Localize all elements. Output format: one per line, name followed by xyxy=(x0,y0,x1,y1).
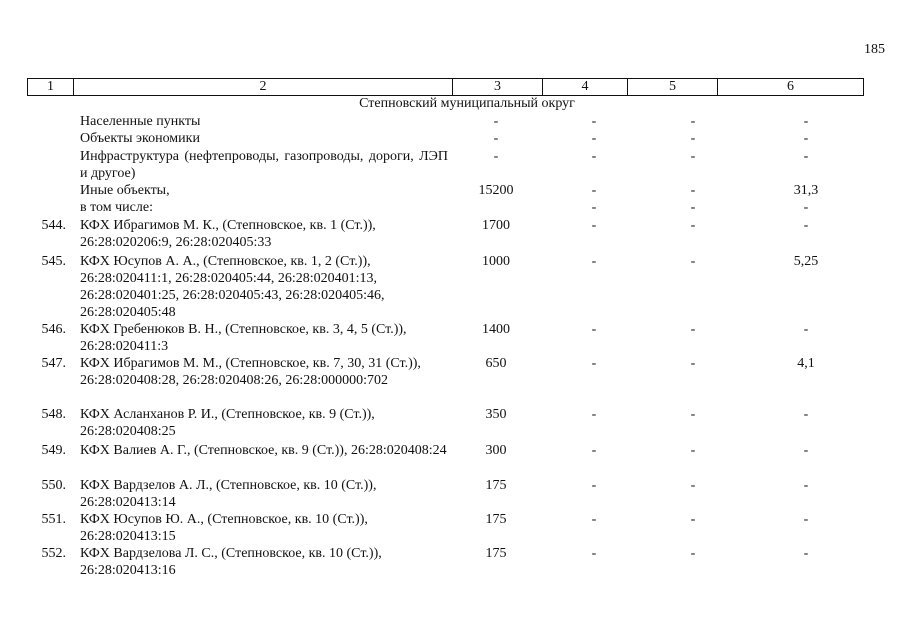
cell-col3: - xyxy=(493,114,499,129)
cell-col4: - xyxy=(591,114,597,129)
row-name: КФХ Вардзелова Л. С., (Степновское, кв. 10 (Ст.)), 26:28:020413:16 xyxy=(80,546,382,578)
cell-col6: - xyxy=(803,478,809,493)
cell-col6: - xyxy=(803,546,809,561)
cell-col4: - xyxy=(591,443,597,458)
row-number: 550. xyxy=(41,478,66,493)
row-number: 548. xyxy=(41,407,66,422)
column-header-table xyxy=(27,78,864,96)
row-number: 544. xyxy=(41,218,66,233)
column-header-4: 4 xyxy=(543,79,628,96)
cell-col5: - xyxy=(690,149,696,164)
row-name: КФХ Ибрагимов М. М., (Степновское, кв. 7, 30, 31 (Ст.)), 26:28:020408:28, 26:28:020408:26, 26:28:000000:702 xyxy=(80,356,421,388)
row-name: Объекты экономики xyxy=(80,131,200,146)
cell-col4: - xyxy=(591,200,597,215)
cell-col3: 1700 xyxy=(482,218,510,233)
cell-col5: - xyxy=(690,443,696,458)
column-header-5: 5 xyxy=(628,79,718,96)
cell-col5: - xyxy=(690,114,696,129)
row-name: Инфраструктура (нефтепроводы, газопроводы, дороги, ЛЭП и другое) xyxy=(80,149,448,181)
column-header-3: 3 xyxy=(453,79,543,96)
cell-col3: 175 xyxy=(485,478,507,493)
column-header-row xyxy=(28,79,864,96)
row-name: в том числе: xyxy=(80,200,153,215)
cell-col6: - xyxy=(803,200,809,215)
page-number: 185 xyxy=(864,42,885,57)
row-name: Населенные пункты xyxy=(80,114,201,129)
row-number: 552. xyxy=(41,546,66,561)
cell-col4: - xyxy=(591,183,597,198)
cell-col3: 1400 xyxy=(482,322,510,337)
row-name: КФХ Ибрагимов М. К., (Степновское, кв. 1 (Ст.)), 26:28:020206:9, 26:28:020405:33 xyxy=(80,218,376,250)
cell-col6: - xyxy=(803,114,809,129)
cell-col5: - xyxy=(690,322,696,337)
row-name: КФХ Валиев А. Г., (Степновское, кв. 9 (Ст.)), 26:28:020408:24 xyxy=(80,443,447,458)
cell-col4: - xyxy=(591,149,597,164)
row-number: 551. xyxy=(41,512,66,527)
cell-col4: - xyxy=(591,254,597,269)
cell-col6: - xyxy=(803,443,809,458)
cell-col6: - xyxy=(803,322,809,337)
cell-col5: - xyxy=(690,512,696,527)
cell-col3: 650 xyxy=(485,356,507,371)
cell-col5: - xyxy=(690,254,696,269)
cell-col4: - xyxy=(591,218,597,233)
cell-col5: - xyxy=(690,200,696,215)
cell-col5: - xyxy=(690,131,696,146)
cell-col6: - xyxy=(803,131,809,146)
cell-col3: 15200 xyxy=(478,183,514,198)
cell-col4: - xyxy=(591,407,597,422)
cell-col6: - xyxy=(803,218,809,233)
cell-col4: - xyxy=(591,512,597,527)
row-name: КФХ Гребенюков В. Н., (Степновское, кв. 3, 4, 5 (Ст.)), 26:28:020411:3 xyxy=(80,322,407,354)
cell-col3: - xyxy=(493,131,499,146)
cell-col3: 175 xyxy=(485,512,507,527)
cell-col6: 4,1 xyxy=(797,356,815,371)
cell-col3: 1000 xyxy=(482,254,510,269)
row-name: КФХ Вардзелов А. Л., (Степновское, кв. 10 (Ст.)), 26:28:020413:14 xyxy=(80,478,377,510)
cell-col5: - xyxy=(690,546,696,561)
cell-col4: - xyxy=(591,546,597,561)
cell-col5: - xyxy=(690,218,696,233)
cell-col5: - xyxy=(690,356,696,371)
cell-col3: - xyxy=(493,149,499,164)
row-name: Иные объекты, xyxy=(80,183,170,198)
cell-col4: - xyxy=(591,356,597,371)
row-number: 549. xyxy=(41,443,66,458)
cell-col5: - xyxy=(690,407,696,422)
row-number: 546. xyxy=(41,322,66,337)
cell-col3: 350 xyxy=(485,407,507,422)
column-header-6: 6 xyxy=(718,79,864,96)
cell-col6: 31,3 xyxy=(793,183,819,198)
cell-col6: - xyxy=(803,149,809,164)
cell-col4: - xyxy=(591,478,597,493)
cell-col5: - xyxy=(690,478,696,493)
column-header-1: 1 xyxy=(28,79,74,96)
cell-col4: - xyxy=(591,322,597,337)
section-title: Степновский муниципальный округ xyxy=(359,96,575,111)
cell-col3: 175 xyxy=(485,546,507,561)
cell-col6: - xyxy=(803,512,809,527)
row-number: 547. xyxy=(41,356,66,371)
cell-col6: 5,25 xyxy=(793,254,819,269)
cell-col6: - xyxy=(803,407,809,422)
row-name: КФХ Юсупов А. А., (Степновское, кв. 1, 2 (Ст.)), 26:28:020411:1, 26:28:020405:44, 26:28:020401:13, 26:28:020401:25, 26:28:020405:43, 26:28:020405:46, 26:28:020405:48 xyxy=(80,254,385,320)
cell-col5: - xyxy=(690,183,696,198)
row-name: КФХ Юсупов Ю. А., (Степновское, кв. 10 (Ст.)), 26:28:020413:15 xyxy=(80,512,368,544)
cell-col3: 300 xyxy=(485,443,507,458)
row-number: 545. xyxy=(41,254,66,269)
column-header-2: 2 xyxy=(74,79,453,96)
cell-col4: - xyxy=(591,131,597,146)
row-name: КФХ Асланханов Р. И., (Степновское, кв. 9 (Ст.)), 26:28:020408:25 xyxy=(80,407,375,439)
